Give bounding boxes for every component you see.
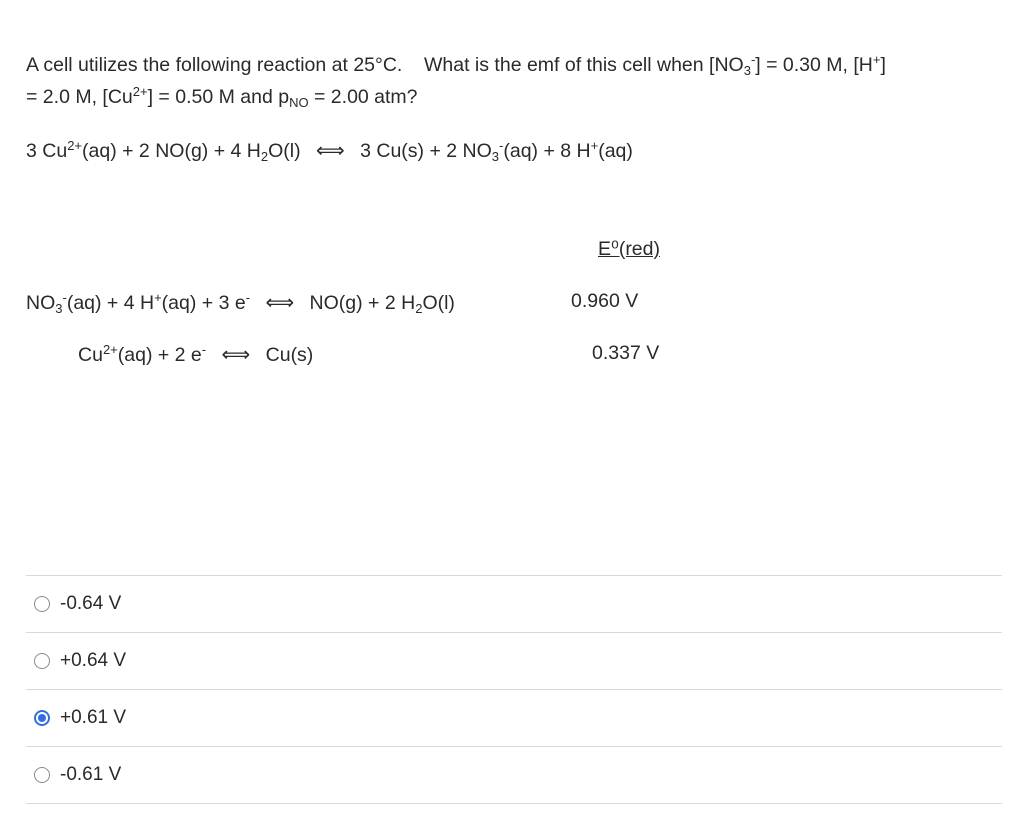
- question-text-a: A cell utilizes the following reaction at 25°C.: [26, 54, 403, 76]
- potential-value-nitrate: 0.960 V: [571, 290, 639, 312]
- subscript: NO: [289, 95, 309, 110]
- potential-value-copper: 0.337 V: [592, 342, 660, 364]
- radio-button-icon[interactable]: [34, 596, 50, 612]
- superscript: -: [499, 138, 504, 153]
- reaction-text: (aq) + 2 NO(g) + 4 H: [82, 140, 261, 162]
- radio-button-icon[interactable]: [34, 653, 50, 669]
- question-text-c: ] = 0.30 M, [H: [755, 54, 873, 76]
- standard-potential-header: E⁰(red): [598, 238, 660, 260]
- superscript: +: [154, 290, 162, 305]
- half-reaction-nitrate: [26, 290, 455, 315]
- equilibrium-arrow-icon: ⟺: [316, 138, 345, 162]
- question-line-2: [26, 86, 418, 109]
- question-text-f: ] = 0.50 M and p: [147, 86, 290, 108]
- half-reaction-text: (aq) + 2 e: [117, 344, 202, 366]
- reaction-text: (aq) + 8 H: [503, 140, 591, 162]
- half-reaction-text: Cu(s): [265, 344, 314, 366]
- radio-button-icon[interactable]: [34, 710, 50, 726]
- half-reaction-text: (aq) + 3 e: [161, 292, 246, 314]
- half-reaction-text: Cu: [78, 344, 103, 366]
- half-reaction-text: (aq) + 4 H: [66, 292, 155, 314]
- superscript: -: [62, 290, 67, 305]
- answer-label: +0.61 V: [60, 707, 127, 728]
- superscript: 2+: [67, 138, 83, 153]
- answer-choice[interactable]: [26, 576, 1002, 633]
- subscript: 3: [55, 301, 63, 316]
- subscript: 3: [743, 63, 751, 78]
- superscript: -: [750, 52, 756, 67]
- superscript: -: [201, 342, 207, 357]
- answer-label: +0.64 V: [60, 650, 127, 671]
- reaction-text: O(l): [268, 140, 301, 162]
- superscript: -: [245, 290, 251, 305]
- half-reaction-copper: [78, 342, 313, 367]
- question-text-g: = 2.00 atm?: [308, 86, 418, 108]
- radio-button-icon[interactable]: [34, 767, 50, 783]
- answer-choices: [26, 575, 1002, 804]
- subscript: 2: [260, 149, 269, 164]
- question-text-e: = 2.0 M, [Cu: [26, 86, 133, 108]
- subscript: 3: [491, 149, 500, 164]
- half-reaction-text: NO: [26, 292, 56, 314]
- question-line-1: [26, 54, 886, 77]
- superscript: 2+: [132, 84, 148, 99]
- answer-choice[interactable]: [26, 633, 1002, 690]
- superscript: +: [590, 138, 599, 153]
- answer-label: -0.61 V: [60, 764, 122, 785]
- superscript: 2+: [102, 342, 118, 357]
- equilibrium-arrow-icon: ⟺: [221, 342, 251, 366]
- overall-reaction: [26, 138, 633, 163]
- answer-label: -0.64 V: [60, 593, 122, 614]
- superscript: +: [872, 52, 881, 67]
- equilibrium-arrow-icon: ⟺: [265, 290, 295, 314]
- question-text-b: What is the emf of this cell when [NO: [424, 54, 744, 76]
- reaction-text: (aq): [598, 140, 633, 162]
- reaction-text: 3 Cu(s) + 2 NO: [360, 140, 492, 162]
- half-reaction-text: O(l): [422, 292, 455, 314]
- reaction-text: 3 Cu: [26, 140, 68, 162]
- subscript: 2: [415, 301, 423, 316]
- answer-choice[interactable]: [26, 747, 1002, 804]
- answer-choice[interactable]: [26, 690, 1002, 747]
- question-text-d: ]: [880, 54, 886, 76]
- half-reaction-text: NO(g) + 2 H: [309, 292, 416, 314]
